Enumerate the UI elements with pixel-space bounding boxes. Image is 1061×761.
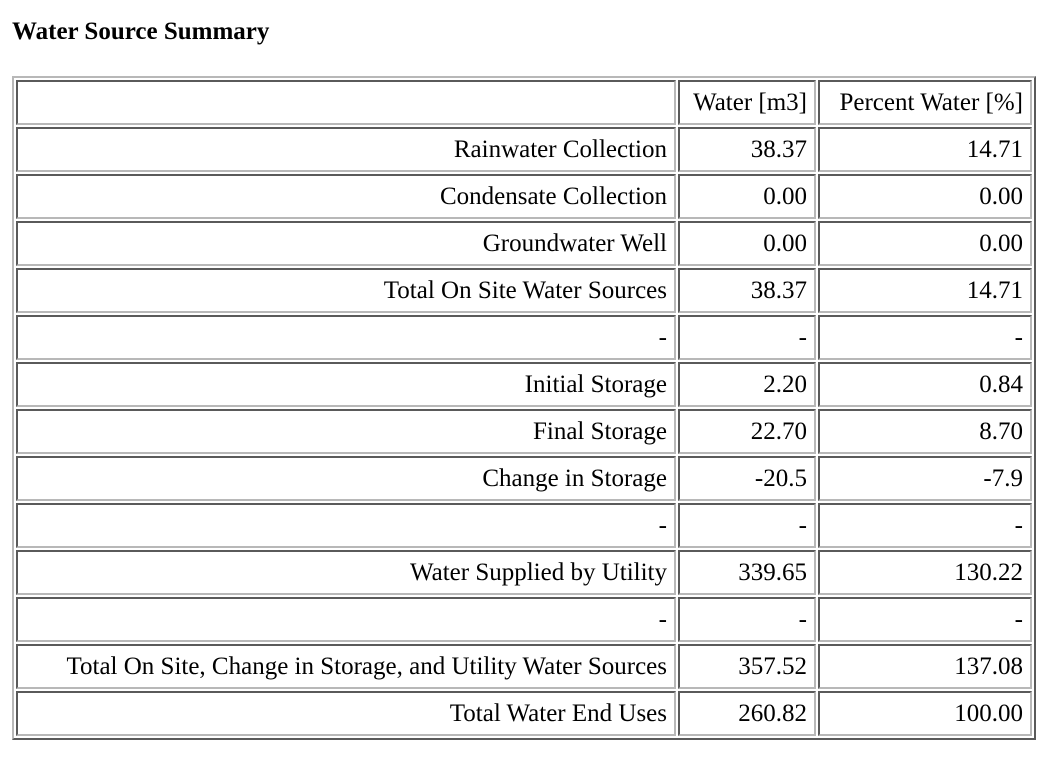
row-percent-value: 14.71	[818, 268, 1032, 313]
row-water-value: 38.37	[678, 127, 816, 172]
row-percent-value: 100.00	[818, 691, 1032, 736]
row-percent-value: 0.00	[818, 174, 1032, 219]
table-row	[16, 644, 1032, 689]
table-row	[16, 315, 1032, 360]
row-water-value: 357.52	[678, 644, 816, 689]
row-label: -	[16, 503, 676, 548]
table-row	[16, 409, 1032, 454]
table-row	[16, 456, 1032, 501]
table-row	[16, 691, 1032, 736]
header-percent-cell: Percent Water [%]	[818, 80, 1032, 125]
row-label: Final Storage	[16, 409, 676, 454]
row-water-value: 339.65	[678, 550, 816, 595]
row-percent-value: 8.70	[818, 409, 1032, 454]
row-percent-value: -7.9	[818, 456, 1032, 501]
row-water-value: 0.00	[678, 174, 816, 219]
row-label: Groundwater Well	[16, 221, 676, 266]
water-source-summary-table	[12, 76, 1036, 740]
table-row	[16, 174, 1032, 219]
row-water-value: -	[678, 597, 816, 642]
row-percent-value: 0.84	[818, 362, 1032, 407]
row-water-value: 2.20	[678, 362, 816, 407]
header-label-cell	[16, 80, 676, 125]
row-water-value: 0.00	[678, 221, 816, 266]
row-percent-value: -	[818, 503, 1032, 548]
row-label: Change in Storage	[16, 456, 676, 501]
row-label: Total On Site, Change in Storage, and Utility Water Sources	[16, 644, 676, 689]
report-title: Water Source Summary	[12, 18, 270, 45]
row-label: Initial Storage	[16, 362, 676, 407]
row-percent-value: 137.08	[818, 644, 1032, 689]
row-label: -	[16, 597, 676, 642]
table-row	[16, 268, 1032, 313]
row-water-value: 260.82	[678, 691, 816, 736]
row-percent-value: 130.22	[818, 550, 1032, 595]
row-percent-value: -	[818, 315, 1032, 360]
row-water-value: -	[678, 503, 816, 548]
table-header-row	[16, 80, 1032, 125]
row-water-value: 38.37	[678, 268, 816, 313]
row-label: Condensate Collection	[16, 174, 676, 219]
header-water-cell: Water [m3]	[678, 80, 816, 125]
row-label: Total On Site Water Sources	[16, 268, 676, 313]
row-percent-value: 14.71	[818, 127, 1032, 172]
table-row	[16, 221, 1032, 266]
row-water-value: -	[678, 315, 816, 360]
table-row	[16, 127, 1032, 172]
table-row	[16, 362, 1032, 407]
row-label: Total Water End Uses	[16, 691, 676, 736]
table-row	[16, 550, 1032, 595]
table-row	[16, 597, 1032, 642]
row-label: Water Supplied by Utility	[16, 550, 676, 595]
row-label: Rainwater Collection	[16, 127, 676, 172]
row-water-value: 22.70	[678, 409, 816, 454]
row-percent-value: -	[818, 597, 1032, 642]
table-row	[16, 503, 1032, 548]
row-label: -	[16, 315, 676, 360]
row-percent-value: 0.00	[818, 221, 1032, 266]
row-water-value: -20.5	[678, 456, 816, 501]
